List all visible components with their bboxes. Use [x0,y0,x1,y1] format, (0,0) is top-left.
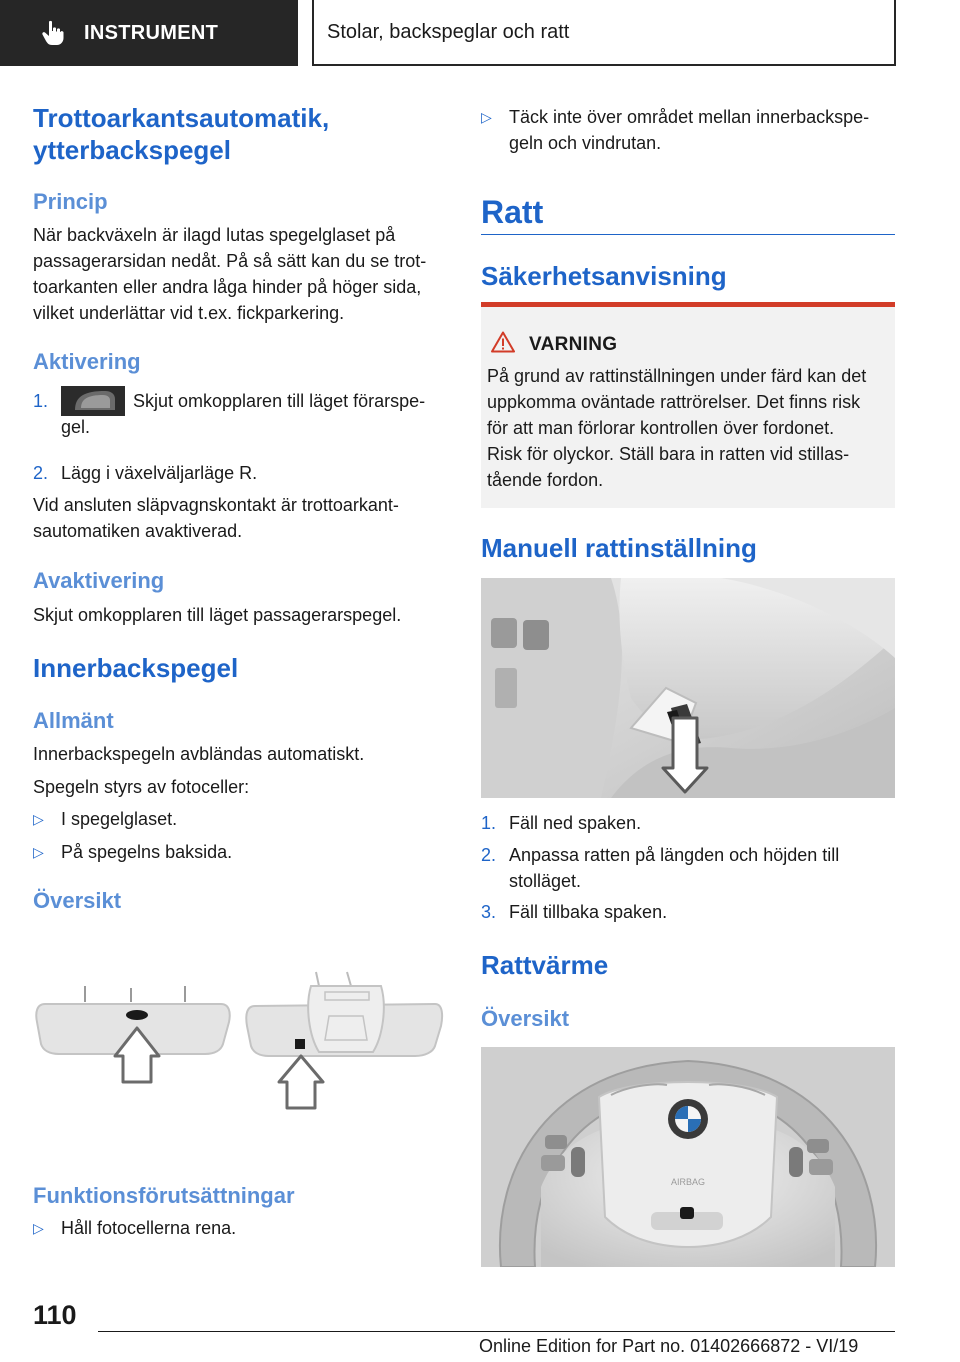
steering-lever-image [481,578,895,798]
bullet-item [33,806,445,832]
list-number: 2. [481,845,497,865]
allmant-text: Innerbackspegeln avbländas automatiskt. [33,744,365,764]
warning-triangle-icon [491,331,515,358]
manuell-heading: Manuell rattinställning [481,533,757,563]
bullet-text: Håll fotocellerna rena. [61,1218,237,1238]
princip-line: vilket underlättar vid t.ex. fickparkering. [33,303,345,323]
rattvarme-heading: Rattvärme [481,950,609,980]
bullet-item [481,104,895,156]
list-item [33,460,445,486]
list-item [481,899,895,925]
funktion-heading: Funktionsförutsättningar [33,1183,295,1208]
princip-line: När backväxeln är ilagd lutas spegelglaset på [33,225,396,245]
warning-line: På grund av rattinställningen under färd kan det [487,366,867,386]
aktivering-note: sautomatiken avaktiverad. [33,521,243,541]
bullet-item [33,839,445,865]
aktivering-heading: Aktivering [33,349,141,374]
aktivering-note: Vid ansluten släpvagnskontakt är trottoarkant- [33,495,399,515]
mirror-illustration [33,966,445,1206]
list-number: 3. [481,902,497,922]
bullet-triangle-icon: ▷ [33,844,44,860]
heading-rule [481,234,895,235]
allmant-heading: Allmänt [33,708,114,733]
bullet-triangle-icon: ▷ [33,1220,44,1236]
warning-line: tående fordon. [487,470,604,490]
warning-box [481,302,895,508]
airbag-label: AIRBAG [670,1177,706,1187]
sakerhet-heading: Säkerhetsanvisning [481,261,727,291]
avaktivering-heading: Avaktivering [33,568,165,593]
oversikt-heading: Översikt [33,888,122,913]
warning-title: VARNING [529,333,618,355]
list-number: 1. [481,813,497,833]
princip-line: passagerarsidan nedåt. På så sätt kan du se trot- [33,251,427,271]
steering-wheel-image [481,1047,895,1267]
list-item [481,810,895,836]
list-item [481,842,895,894]
list-text-cont: gel. [61,417,91,437]
bullet-triangle-icon: ▷ [481,109,492,125]
bullet-item [33,1215,445,1241]
warning-text [487,363,889,493]
princip-heading: Princip [33,189,108,214]
list-number: 2. [33,463,49,483]
section-title-line2: ytterbackspegel [33,135,231,165]
warning-line: Risk för olyckor. Ställ bara in ratten vid stillas- [487,444,850,464]
bullet-text: På spegelns baksida. [61,842,233,862]
list-text: Lägg i växelväljarläge R. [61,463,258,483]
bullet-triangle-icon: ▷ [33,811,44,827]
list-text: Fäll ned spaken. [509,813,642,833]
footer-edition: Online Edition for Part no. 01402666872 - VI/19 [479,1336,859,1356]
page-number: 110 [33,1300,77,1330]
warning-header [491,331,617,358]
warning-line: för att man förlorar kontrollen över fordonet. [487,418,835,438]
chapter-title: Stolar, backspeglar och ratt [312,0,896,66]
innerbackspegel-heading: Innerbackspegel [33,653,239,683]
bullet-text: I spegelglaset. [61,809,178,829]
section-title-line1: Trottoarkantsautomatik, [33,103,330,133]
footer-rule [98,1331,895,1332]
princip-line: toarkanten eller andra låga hinder på höger sida, [33,277,422,297]
chapter-tab-label: INSTRUMENT [84,21,219,44]
list-item [33,386,445,442]
list-text: Anpassa ratten på längden och höjden till [509,845,840,865]
bullet-text: Täck inte över området mellan innerbackspe- [509,107,870,127]
warning-line: uppkomma oväntade rattrörelser. Det finns risk [487,392,861,412]
list-number: 1. [33,391,49,411]
list-text: Skjut omkopplaren till läget förarspe- [133,391,426,411]
list-text: Fäll tillbaka spaken. [509,902,668,922]
bullet-text-cont: geln och vindrutan. [509,133,662,153]
avaktivering-text: Skjut omkopplaren till läget passagerarspegel. [33,605,402,625]
ratt-heading: Ratt [481,194,544,230]
hand-pointer-icon [40,20,66,46]
oversikt-heading-right: Översikt [481,1006,570,1031]
chapter-tab[interactable] [0,0,298,66]
allmant-text: Spegeln styrs av fotoceller: [33,777,250,797]
list-text-cont: stolläget. [509,871,582,891]
